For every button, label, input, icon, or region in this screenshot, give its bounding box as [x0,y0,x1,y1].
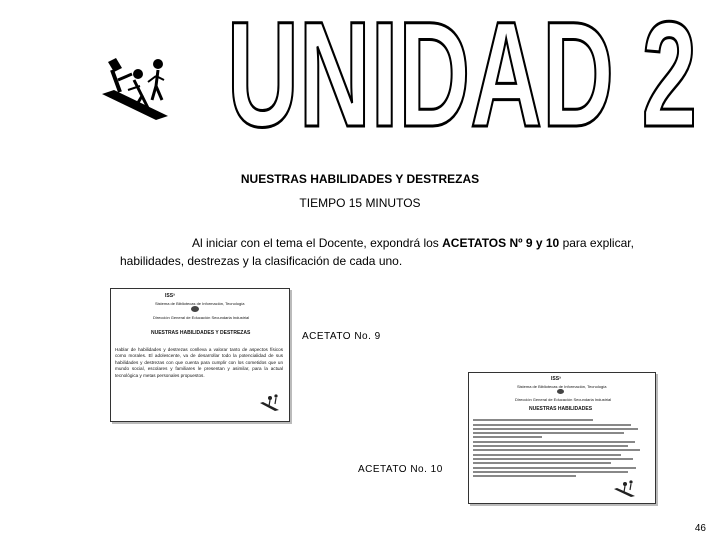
acetato-9-caption: ACETATO No. 9 [302,331,381,342]
intro-paragraph [120,234,680,270]
acetato-9-emblem-icon [191,306,199,312]
acetato-10-caption: ACETATO No. 10 [358,464,443,475]
acetato-10-header-line2: Dirección General de Educación Secundaria Industrial [515,397,612,402]
acetato-9-header-line2: Dirección General de Educación Secundaria Industrial [153,315,250,320]
intro-text-before: Al iniciar con el tema el Docente, expondrá los [192,236,443,250]
section-heading: NUESTRAS HABILIDADES Y DESTREZAS [240,172,480,186]
intro-acetatos-bold: ACETATOS Nº 9 y 10 [442,236,560,250]
unit-title-text: UNIDAD 2 [227,8,697,138]
acetato-9-title: NUESTRAS HABILIDADES Y DESTREZAS [151,330,251,336]
time-label: TIEMPO 15 MINUTOS [299,196,421,210]
intro-text-after: para explicar, habilidades, destrezas y la clasificación de cada uno. [120,236,634,268]
acetato-10-header-code: ISSª [551,376,561,382]
acetato-10-emblem-icon [557,389,564,394]
acetato-9-slide [110,288,290,422]
page-number: 46 [694,523,706,534]
climbing-figures-logo [98,50,178,120]
acetato-9-header-code: ISSª [165,293,175,299]
acetato-10-body-lines [473,417,645,479]
acetato-10-slide [468,372,656,504]
acetato-10-title: NUESTRAS HABILIDADES [529,406,593,412]
acetato-10-logo-icon [613,479,637,497]
acetato-9-logo-icon [259,393,281,411]
unit-title [214,8,714,138]
acetato-9-header-line1: Sistema de Bibliotecas de Información, Tecnología [155,301,245,306]
acetato-9-body: Hablar de habilidades y destrezas conlleva a valorar tanto de aspectos físicos como morales. El adolescente, va de desarrollar todo la potencialidad de sus habilidades y destrezas con que cuenta para cumplir con los cometidos que un mundo social, escolares y familiares le presentan y asimilar, para la actual tecnológica y metas personales propuestos. [115,347,283,378]
acetato-10-header-line1: Sistema de Bibliotecas de Información, Tecnología [517,384,607,389]
